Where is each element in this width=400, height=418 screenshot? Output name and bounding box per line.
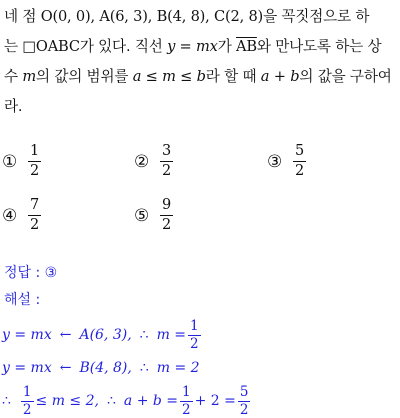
segment-ab: $\overline{AB}$: [236, 38, 257, 55]
problem-text: 라.: [4, 98, 23, 115]
problem-text: 을 꼭짓점으로 하: [263, 8, 370, 25]
problem-statement: [4, 2, 396, 122]
problem-text: 의 값의 범위를: [35, 68, 133, 85]
choice-fraction: [28, 143, 41, 180]
sum-expression: a + b: [260, 68, 300, 85]
choice-marker: ③: [267, 151, 283, 172]
denominator: 2: [162, 163, 172, 179]
denominator: 2: [190, 335, 199, 352]
problem-text: 는: [4, 38, 23, 55]
choice-row: [2, 197, 398, 251]
solution-line-1: [2, 318, 203, 352]
choice-marker: ⑤: [134, 205, 150, 226]
line-equation: y = mx: [167, 38, 218, 55]
problem-line-2: [4, 32, 396, 62]
numerator: 7: [28, 197, 41, 216]
choice-fraction: [28, 197, 41, 234]
therefore-symbol: ∴: [106, 393, 116, 409]
choice-3[interactable]: [267, 143, 306, 180]
choice-fraction: [160, 143, 173, 180]
quadrilateral-name: □OABC: [22, 38, 80, 55]
denominator: 2: [239, 401, 249, 418]
fraction: [238, 385, 251, 418]
denominator: 2: [182, 401, 191, 418]
choice-row: [2, 143, 398, 197]
fraction: [180, 385, 193, 418]
numerator: 9: [160, 197, 173, 216]
denominator: 2: [30, 217, 40, 233]
problem-text: 네 점: [4, 8, 41, 25]
denominator: 2: [295, 163, 305, 179]
sum-expression: a + b =: [123, 393, 179, 409]
vertex-points: O(0, 0), A(6, 3), B(4, 8), C(2, 8): [40, 8, 264, 25]
solution-line-2: [2, 358, 200, 378]
numerator: 1: [190, 317, 199, 334]
choice-fraction: [293, 143, 306, 180]
m-equals: m =: [156, 327, 187, 343]
problem-text: 가 있다. 직선: [79, 38, 168, 55]
numerator: 5: [293, 143, 306, 162]
solution-title: 해설 :: [4, 292, 41, 308]
problem-text: 의 값을 구하여: [299, 68, 392, 85]
numerator: 5: [239, 383, 249, 400]
problem-line-1: [4, 2, 396, 32]
problem-text: 라 할 때: [205, 68, 261, 85]
point-a: A(6, 3),: [79, 327, 132, 343]
problem-line-4: [4, 92, 396, 122]
denominator: 2: [30, 163, 40, 179]
therefore-symbol: ∴: [139, 360, 149, 376]
arrow-symbol: ←: [59, 360, 72, 376]
fraction: [188, 319, 201, 352]
choice-marker: ②: [134, 151, 150, 172]
plus-two: + 2 =: [194, 393, 236, 409]
solution-line-3: [2, 384, 252, 418]
numerator: 1: [28, 143, 41, 162]
numerator: 1: [22, 383, 32, 400]
choice-fraction: [160, 197, 173, 234]
denominator: 2: [162, 217, 172, 233]
line-equation: y = mx: [2, 327, 52, 343]
problem-text: 와 만나도록 하는 상: [256, 38, 382, 55]
arrow-symbol: ←: [59, 327, 72, 343]
problem-text: 수: [4, 68, 23, 85]
line-equation: y = mx: [2, 360, 52, 376]
answer-choices: [2, 143, 398, 251]
numerator: 3: [160, 143, 173, 162]
range-expression: a ≤ m ≤ b: [132, 68, 206, 85]
choice-1[interactable]: [2, 143, 41, 180]
range-expression: ≤ m ≤ 2,: [35, 393, 99, 409]
therefore-symbol: ∴: [139, 327, 149, 343]
m-equals: m = 2: [156, 360, 200, 376]
variable-m: m: [22, 68, 36, 85]
numerator: 1: [182, 383, 191, 400]
choice-marker: ①: [2, 151, 18, 172]
fraction: [21, 385, 34, 418]
choice-4[interactable]: [2, 197, 41, 234]
problem-text: 가: [217, 38, 237, 55]
denominator: 2: [22, 401, 32, 418]
problem-line-3: [4, 62, 396, 92]
choice-2[interactable]: [134, 143, 173, 180]
choice-5[interactable]: [134, 197, 173, 234]
answer-label: 정답 : ③: [4, 265, 58, 281]
point-b: B(4, 8),: [79, 360, 132, 376]
therefore-symbol: ∴: [2, 393, 11, 409]
choice-marker: ④: [2, 205, 18, 226]
